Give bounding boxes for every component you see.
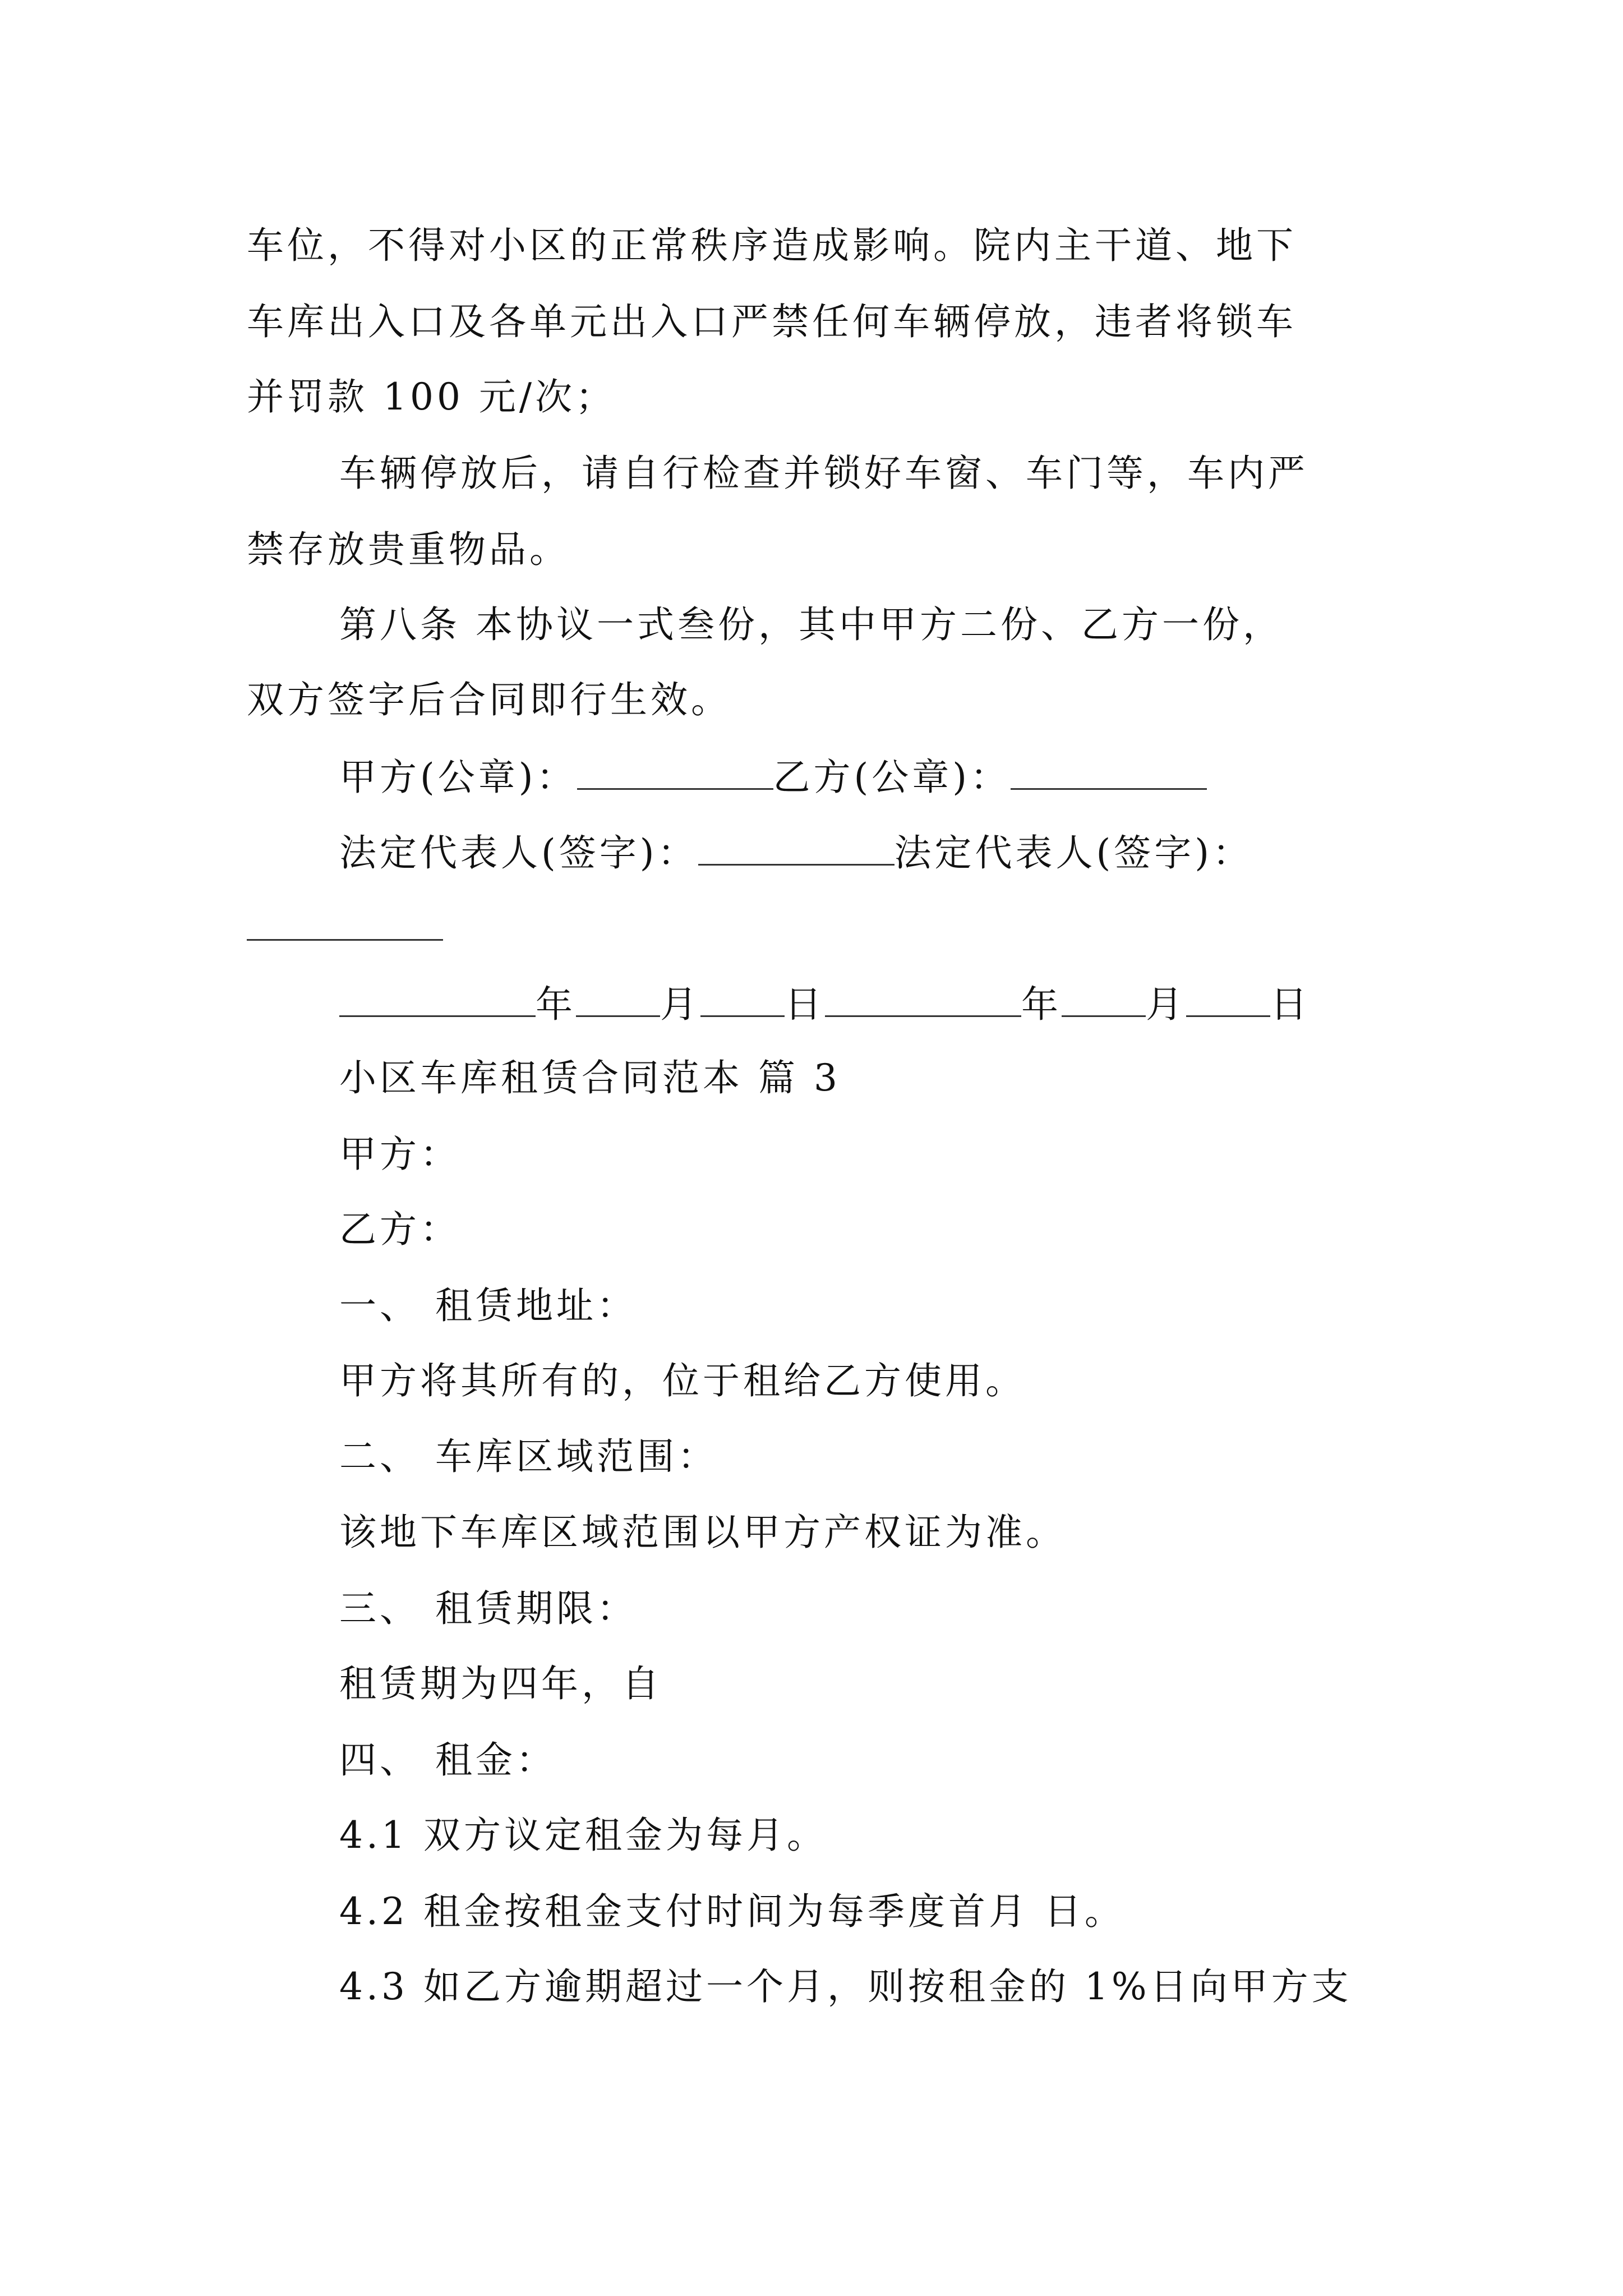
seal-line (339, 753, 1207, 800)
para-1-line-3: 并罚款 100 元/次； (247, 375, 616, 418)
text-garage-area: 该地下车库区域范围以甲方产权证为准。 (339, 1511, 1066, 1554)
rep-b-blank-line (247, 904, 443, 951)
section-title: 小区车库租赁合同范本 篇 3 (339, 1056, 841, 1099)
date-line (339, 981, 1311, 1027)
party-a-label: 甲方： (339, 1133, 460, 1176)
para-2-line-1: 车辆停放后，请自行检查并锁好车窗、车门等，车内严 (339, 452, 1308, 495)
para-3-line-1: 第八条 本协议一式叁份，其中甲方二份、乙方一份， (339, 603, 1283, 646)
text-lease-term: 租赁期为四年，自 (339, 1662, 662, 1705)
heading-lease-address: 一、 租赁地址： (339, 1284, 637, 1327)
text-rent-4-2: 4.2 租金按租金支付时间为每季度首月 日。 (339, 1890, 1125, 1933)
heading-lease-term: 三、 租赁期限： (339, 1587, 637, 1630)
text-rent-4-1: 4.1 双方议定租金为每月。 (339, 1814, 827, 1857)
party-b-seal-blank (1011, 753, 1207, 790)
text-lease-address: 甲方将其所有的，位于租给乙方使用。 (339, 1359, 1026, 1402)
date-b-year-label: 年 (1021, 983, 1062, 1026)
rep-b-blank (247, 904, 443, 941)
date-a-year-label: 年 (536, 983, 576, 1026)
date-b-day-blank (1186, 981, 1270, 1017)
para-2-line-2: 禁存放贵重物品。 (247, 528, 570, 571)
rep-b-label: 法定代表人(签字)： (894, 831, 1253, 875)
date-a-month-blank (576, 981, 660, 1017)
heading-garage-area: 二、 车库区域范围： (339, 1435, 718, 1478)
rep-line (339, 829, 1253, 876)
date-b-month-blank (1062, 981, 1146, 1017)
para-3-line-2: 双方签字后合同即行生效。 (247, 678, 731, 721)
party-b-seal-label: 乙方(公章)： (773, 756, 1011, 799)
party-a-seal-blank (577, 753, 773, 790)
date-a-day-label: 日 (785, 983, 825, 1026)
date-a-month-label: 月 (660, 983, 700, 1026)
date-b-day-label: 日 (1270, 983, 1311, 1026)
para-1-line-2: 车库出入口及各单元出入口严禁任何车辆停放，违者将锁车 (247, 300, 1297, 343)
date-b-year-blank (825, 981, 1021, 1017)
date-a-day-blank (700, 981, 785, 1017)
party-b-label: 乙方： (339, 1208, 460, 1251)
date-b-month-label: 月 (1146, 983, 1186, 1026)
rep-a-label: 法定代表人(签字)： (339, 831, 698, 875)
para-1-line-1: 车位，不得对小区的正常秩序造成影响。院内主干道、地下 (247, 224, 1297, 267)
date-a-year-blank (339, 981, 536, 1017)
rep-a-blank (698, 829, 895, 866)
text-rent-4-3: 4.3 如乙方逾期超过一个月，则按租金的 1%日向甲方支 (339, 1965, 1352, 2008)
heading-rent: 四、 租金： (339, 1738, 556, 1782)
party-a-seal-label: 甲方(公章)： (339, 756, 577, 799)
